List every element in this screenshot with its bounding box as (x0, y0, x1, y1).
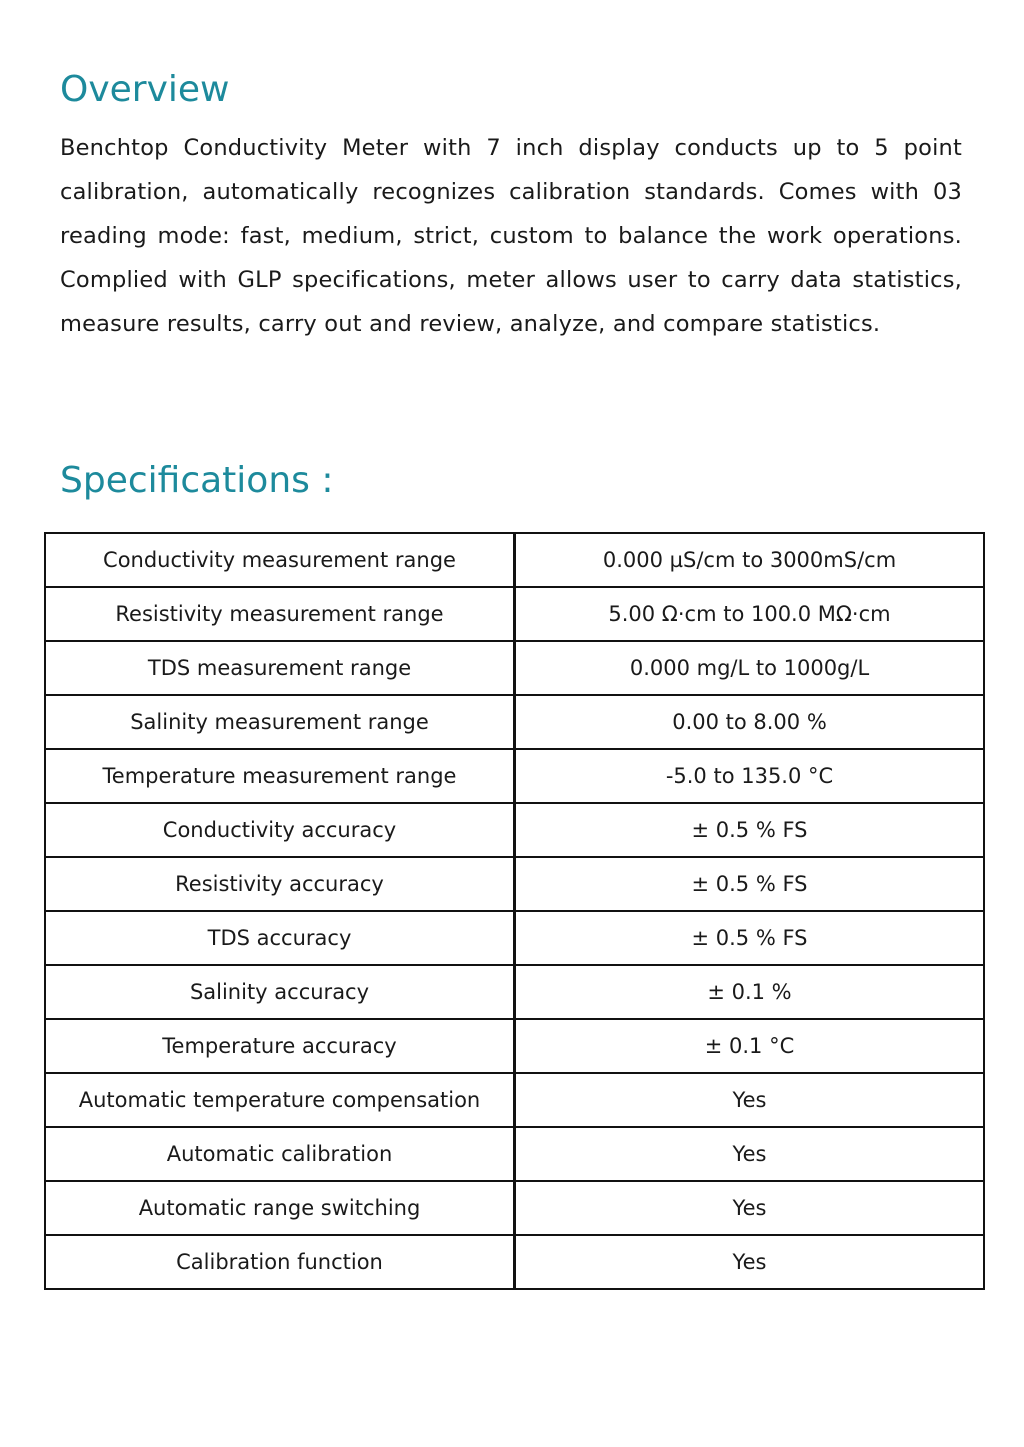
table-row (45, 965, 984, 1019)
spec-parameter-cell: Resistivity accuracy (45, 857, 515, 911)
table-row (45, 1019, 984, 1073)
spec-value-cell: Yes (515, 1235, 985, 1289)
overview-paragraph: Benchtop Conductivity Meter with 7 inch display conducts up to 5 point calibration, automatically recognizes calibration standards. Comes with 03 reading mode: fast, medium, strict, custom to balance the work operations. Complied with GLP specifications, meter allows user to carry data statistics, measure results, carry out and review, analyze, and compare statistics. (60, 135, 962, 337)
specifications-table-body (45, 533, 984, 1289)
spec-value-cell: 5.00 Ω·cm to 100.0 MΩ·cm (515, 587, 985, 641)
spec-parameter-cell: Salinity measurement range (45, 695, 515, 749)
table-row (45, 587, 984, 641)
spec-value-cell: Yes (515, 1181, 985, 1235)
spec-parameter-cell: Conductivity measurement range (45, 533, 515, 587)
spec-parameter-cell: Calibration function (45, 1235, 515, 1289)
table-row (45, 749, 984, 803)
spec-parameter-cell: Salinity accuracy (45, 965, 515, 1019)
spec-value-cell: Yes (515, 1127, 985, 1181)
spec-value-cell: 0.000 mg/L to 1000g/L (515, 641, 985, 695)
table-row (45, 1235, 984, 1289)
spec-parameter-cell: TDS accuracy (45, 911, 515, 965)
spec-parameter-cell: Automatic range switching (45, 1181, 515, 1235)
spec-parameter-cell: Resistivity measurement range (45, 587, 515, 641)
table-row (45, 911, 984, 965)
table-row (45, 857, 984, 911)
specifications-table (44, 532, 985, 1290)
spec-parameter-cell: TDS measurement range (45, 641, 515, 695)
spec-value-cell: 0.00 to 8.00 % (515, 695, 985, 749)
spec-value-cell: ± 0.1 % (515, 965, 985, 1019)
spec-value-cell: ± 0.1 °C (515, 1019, 985, 1073)
table-row (45, 533, 984, 587)
specifications-heading: Specifications : (60, 460, 334, 501)
table-row (45, 1181, 984, 1235)
spec-parameter-cell: Temperature measurement range (45, 749, 515, 803)
table-row (45, 803, 984, 857)
spec-parameter-cell: Conductivity accuracy (45, 803, 515, 857)
table-row (45, 695, 984, 749)
spec-value-cell: ± 0.5 % FS (515, 803, 985, 857)
spec-value-cell: Yes (515, 1073, 985, 1127)
spec-parameter-cell: Automatic calibration (45, 1127, 515, 1181)
spec-value-cell: ± 0.5 % FS (515, 911, 985, 965)
spec-value-cell: -5.0 to 135.0 °C (515, 749, 985, 803)
spec-parameter-cell: Automatic temperature compensation (45, 1073, 515, 1127)
overview-heading: Overview (60, 69, 230, 110)
table-row (45, 1073, 984, 1127)
table-row (45, 641, 984, 695)
spec-value-cell: ± 0.5 % FS (515, 857, 985, 911)
spec-value-cell: 0.000 µS/cm to 3000mS/cm (515, 533, 985, 587)
spec-parameter-cell: Temperature accuracy (45, 1019, 515, 1073)
table-row (45, 1127, 984, 1181)
